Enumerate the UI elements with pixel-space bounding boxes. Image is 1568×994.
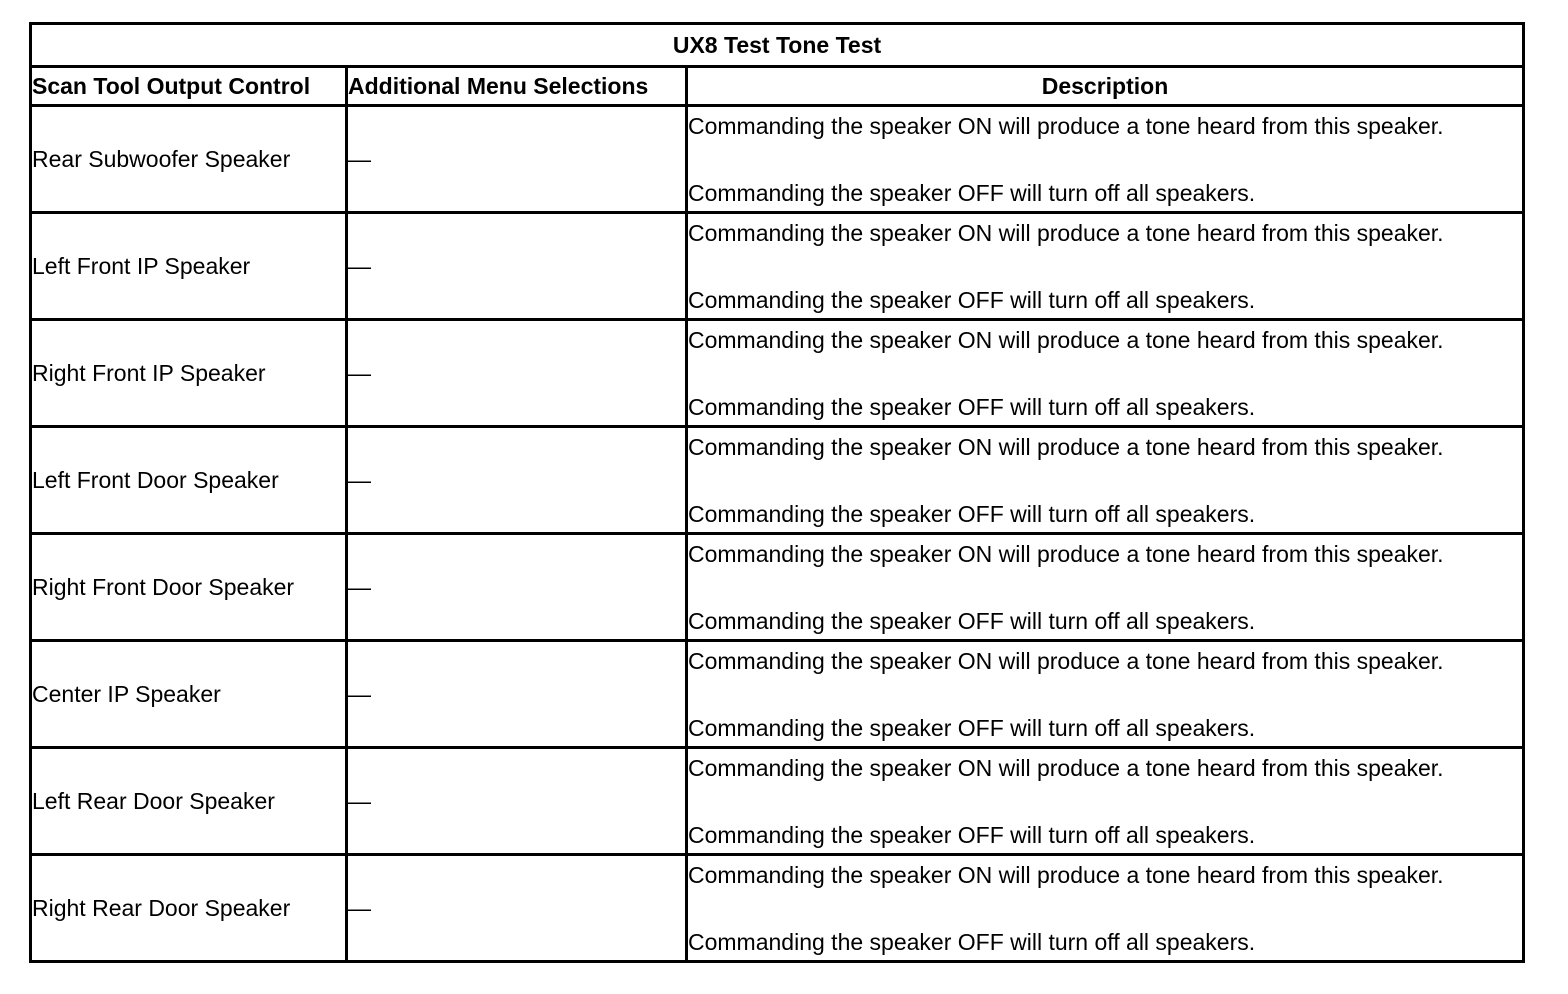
description-cell: [687, 748, 1524, 855]
output-control-cell: Center IP Speaker: [31, 641, 347, 748]
menu-selection-cell: —: [347, 320, 687, 427]
description-on-text: Commanding the speaker ON will produce a tone heard from this speaker.: [688, 647, 1444, 674]
output-control-cell: Right Front IP Speaker: [31, 320, 347, 427]
table-row: [31, 213, 1524, 320]
description-off-text: Commanding the speaker OFF will turn off all speakers.: [688, 500, 1256, 527]
description-cell: [687, 427, 1524, 534]
description-cell: [687, 320, 1524, 427]
table-row: [31, 106, 1524, 213]
description-off-text: Commanding the speaker OFF will turn off all speakers.: [688, 179, 1256, 206]
output-control-cell: Right Front Door Speaker: [31, 534, 347, 641]
table-title: UX8 Test Tone Test: [31, 24, 1524, 67]
menu-selection-cell: —: [347, 855, 687, 962]
description-on-text: Commanding the speaker ON will produce a tone heard from this speaker.: [688, 754, 1444, 781]
description-off-text: Commanding the speaker OFF will turn off all speakers.: [688, 821, 1256, 848]
description-off-text: Commanding the speaker OFF will turn off all speakers.: [688, 393, 1256, 420]
output-control-cell: Rear Subwoofer Speaker: [31, 106, 347, 213]
table-row: [31, 534, 1524, 641]
description-on-text: Commanding the speaker ON will produce a tone heard from this speaker.: [688, 861, 1444, 888]
output-control-cell: Left Front Door Speaker: [31, 427, 347, 534]
table-row: [31, 855, 1524, 962]
description-on-text: Commanding the speaker ON will produce a tone heard from this speaker.: [688, 112, 1444, 139]
table-row: [31, 748, 1524, 855]
table-row: [31, 427, 1524, 534]
description-on-text: Commanding the speaker ON will produce a tone heard from this speaker.: [688, 433, 1444, 460]
header-description: Description: [687, 67, 1524, 106]
table-row: [31, 641, 1524, 748]
description-off-text: Commanding the speaker OFF will turn off all speakers.: [688, 714, 1256, 741]
description-off-text: Commanding the speaker OFF will turn off all speakers.: [688, 928, 1256, 955]
menu-selection-cell: —: [347, 641, 687, 748]
table-header-row: [31, 67, 1524, 106]
menu-selection-cell: —: [347, 534, 687, 641]
menu-selection-cell: —: [347, 427, 687, 534]
output-control-cell: Left Front IP Speaker: [31, 213, 347, 320]
menu-selection-cell: —: [347, 748, 687, 855]
output-control-cell: Left Rear Door Speaker: [31, 748, 347, 855]
description-on-text: Commanding the speaker ON will produce a tone heard from this speaker.: [688, 326, 1444, 353]
menu-selection-cell: —: [347, 213, 687, 320]
description-cell: [687, 855, 1524, 962]
table-row: [31, 320, 1524, 427]
test-tone-table: [29, 22, 1525, 963]
description-cell: [687, 213, 1524, 320]
description-cell: [687, 641, 1524, 748]
table-title-row: [31, 24, 1524, 67]
description-cell: [687, 106, 1524, 213]
description-cell: [687, 534, 1524, 641]
output-control-cell: Right Rear Door Speaker: [31, 855, 347, 962]
menu-selection-cell: —: [347, 106, 687, 213]
header-output-control: Scan Tool Output Control: [31, 67, 347, 106]
description-off-text: Commanding the speaker OFF will turn off all speakers.: [688, 286, 1256, 313]
description-on-text: Commanding the speaker ON will produce a tone heard from this speaker.: [688, 540, 1444, 567]
description-off-text: Commanding the speaker OFF will turn off all speakers.: [688, 607, 1256, 634]
header-menu-selections: Additional Menu Selections: [347, 67, 687, 106]
description-on-text: Commanding the speaker ON will produce a tone heard from this speaker.: [688, 219, 1444, 246]
